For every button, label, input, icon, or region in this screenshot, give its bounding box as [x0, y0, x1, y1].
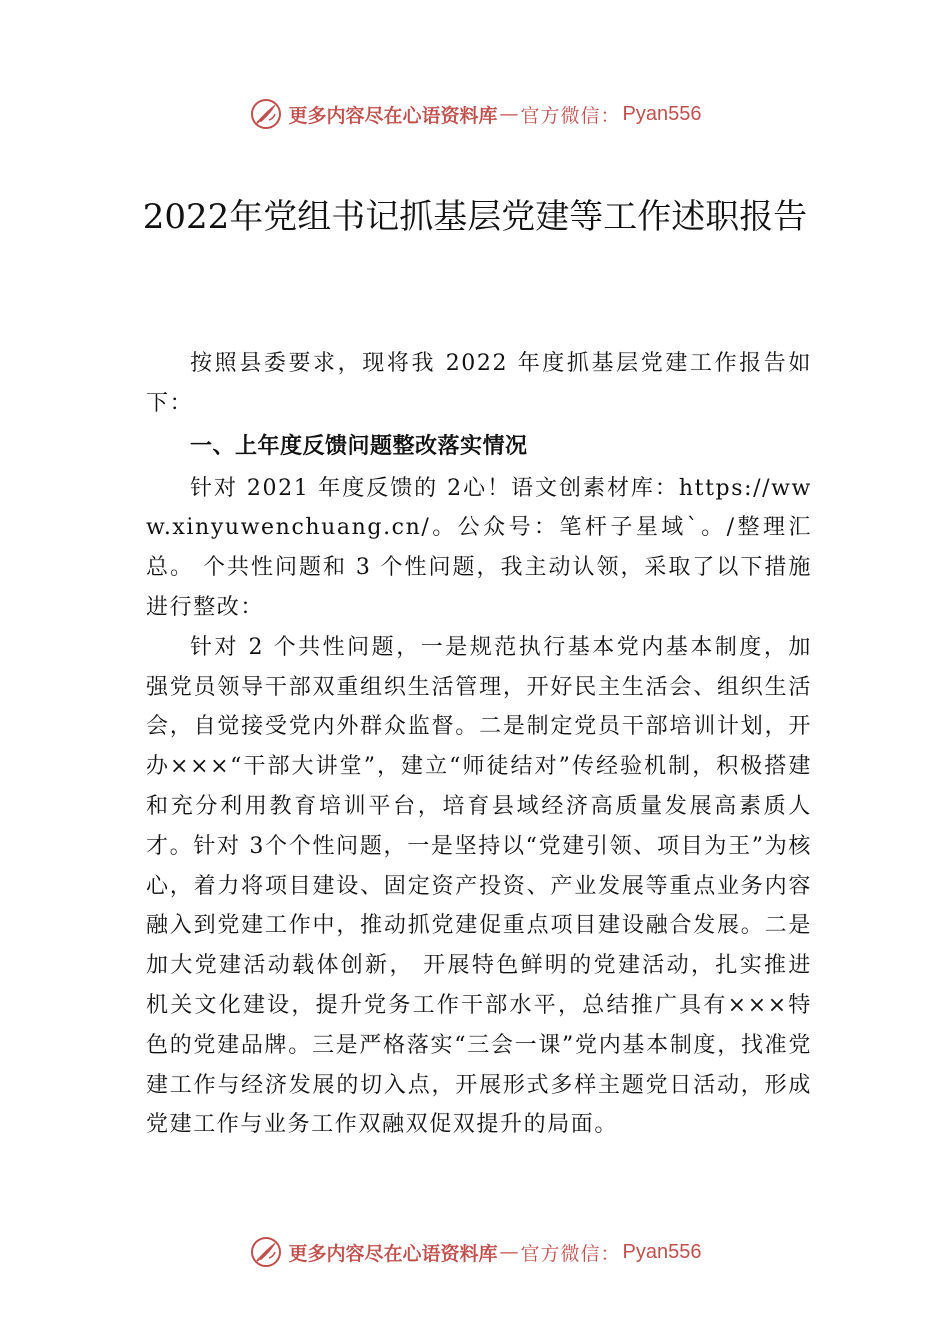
body-paragraph: 针对 2021 年度反馈的 2心！语文创素材库：https://www.xinyuwenchuang.cn/。公众号：笔杆子星域`。/整理汇总。 个共性问题和 3 个性问题，我主动认领，采取了以下措施进行整改： [146, 475, 812, 620]
watermark-separator: — [499, 1241, 519, 1263]
document-title: 2022年党组书记抓基层党建等工作述职报告 [142, 197, 808, 237]
document-body [146, 344, 812, 1145]
watermark-wechat-id: Pyan556 [622, 1240, 702, 1263]
watermark-wechat-id: Pyan556 [622, 102, 702, 125]
watermark-brand-text: 更多内容尽在心语资料库 [288, 104, 498, 127]
footer-watermark [0, 1232, 950, 1272]
watermark-separator: — [499, 103, 519, 125]
watermark-wechat-label: 官方微信： [520, 104, 621, 127]
quill-pen-logo-icon [249, 97, 283, 131]
intro-paragraph: 按照县委要求，现将我 2022 年度抓基层党建工作报告如下： [146, 351, 812, 416]
quill-pen-logo-icon [249, 1235, 283, 1269]
section-heading: 一、上年度反馈问题整改落实情况 [190, 433, 528, 459]
header-watermark [0, 94, 950, 134]
watermark-brand-text: 更多内容尽在心语资料库 [288, 1242, 498, 1265]
body-paragraph: 针对 2 个共性问题，一是规范执行基本党内基本制度，加强党员领导干部双重组织生活管理，开好民主生活会、组织生活会，自觉接受党内外群众监督。二是制定党员干部培训计划，开办×××“干部大讲堂”，建立“师徒结对”传经验机制，积极搭建和充分利用教育培训平台，培育县域经济高质量发展高素质人才。针对 3个个性问题，一是坚持以“党建引领、项目为王”为核心，着力将项目建设、固定资产投资、产业发展等重点业务内容融入到党建工作中，推动抓党建促重点项目建设融合发展。二是加大党建活动载体创新， 开展特色鲜明的党建活动，扎实推进机关文化建设，提升党务工作干部水平，总结推广具有×××特色的党建品牌。三是严格落实“三会一课”党内基本制度，找准党建工作与经济发展的切入点，开展形式多样主题党日活动，形成党建工作与业务工作双融双促双提升的局面。 [146, 634, 812, 1138]
watermark-wechat-label: 官方微信： [520, 1242, 621, 1265]
